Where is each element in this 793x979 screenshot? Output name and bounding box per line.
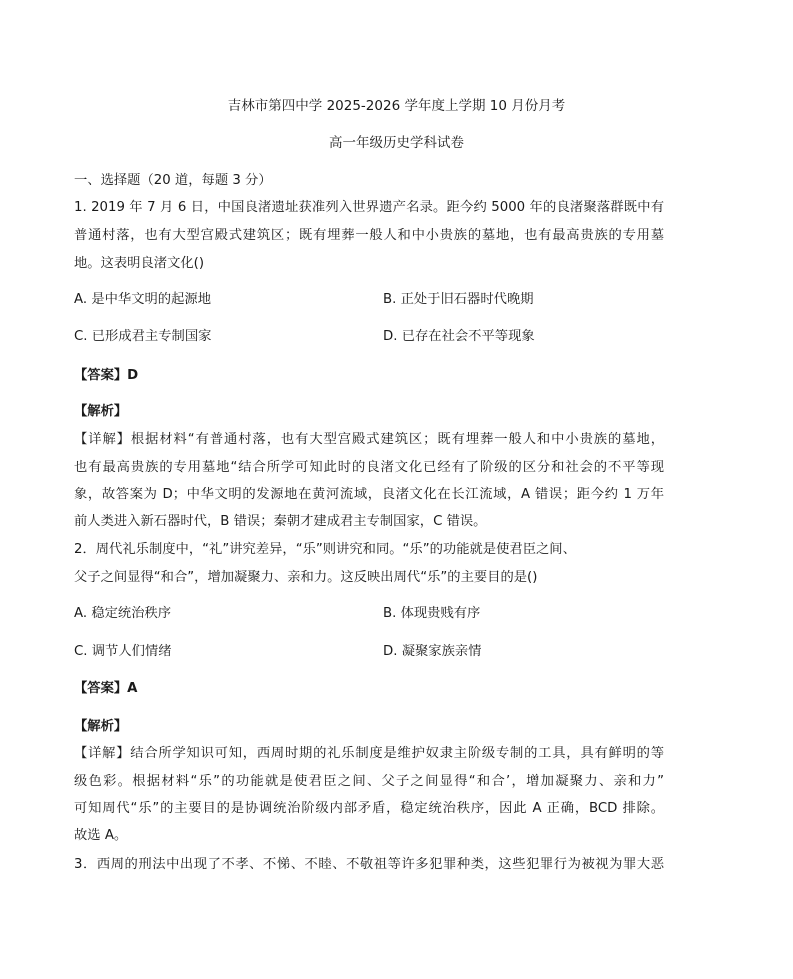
exam-subtitle: 高一年级历史学科试卷 — [329, 135, 464, 151]
q1-option-b: B. 正处于旧石器时代晚期 — [383, 292, 534, 307]
section-heading: 一、选择题（20 道，每题 3 分） — [74, 173, 272, 188]
q1-answer: 【答案】D — [74, 368, 139, 383]
q1-detail-line: 【详解】根据材料“有普通村落，也有大型宫殿式建筑区；既有埋葬一般人和中小贵族的墓地， — [74, 432, 664, 447]
q2-option-b: B. 体现贵贱有序 — [383, 606, 481, 621]
q1-option-a: A. 是中华文明的起源地 — [74, 292, 211, 307]
q3-stem-line: 3．西周的刑法中出现了不孝、不悌、不睦、不敬祖等许多犯罪种类，这些犯罪行为被视为罪大恶 — [74, 857, 664, 872]
q1-stem-line: 普通村落，也有大型宫殿式建筑区；既有埋葬一般人和中小贵族的墓地，也有最高贵族的专用墓 — [74, 228, 664, 243]
q1-stem-line: 1. 2019 年 7 月 6 日，中国良渚遗址获准列入世界遗产名录。距今约 5000 年的良渚聚落群既中有 — [74, 200, 664, 215]
q1-option-d: D. 已存在社会不平等现象 — [383, 329, 535, 344]
q2-option-d: D. 凝聚家族亲情 — [383, 644, 482, 659]
q2-stem-line: 父子之间显得“和合”，增加凝聚力、亲和力。这反映出周代“乐”的主要目的是() — [74, 570, 538, 585]
q2-detail-line: 【详解】结合所学知识可知，西周时期的礼乐制度是维护奴隶主阶级专制的工具，具有鲜明的等 — [74, 746, 664, 761]
q1-detail-line: 象，故答案为 D；中华文明的发源地在黄河流域，良渚文化在长江流域，A 错误；距今约 1 万年 — [74, 487, 664, 502]
q2-option-c: C. 调节人们情绪 — [74, 644, 172, 659]
q1-analysis-label: 【解析】 — [74, 404, 128, 419]
q1-option-c: C. 已形成君主专制国家 — [74, 329, 212, 344]
q1-detail-line: 前人类进入新石器时代，B 错误；秦朝才建成君主专制国家，C 错误。 — [74, 514, 487, 529]
q2-detail-line: 故选 A。 — [74, 828, 128, 843]
q2-detail-line: 可知周代“乐”的主要目的是协调统治阶级内部矛盾，稳定统治秩序，因此 A 正确，BCD 排除。 — [74, 801, 664, 816]
q2-answer: 【答案】A — [74, 681, 138, 696]
q2-stem-line: 2．周代礼乐制度中，“礼”讲究差异，“乐”则讲究和同。“乐”的功能就是使君臣之间、 — [74, 542, 576, 557]
q2-option-a: A. 稳定统治秩序 — [74, 606, 172, 621]
q1-stem-line: 地。这表明良渚文化() — [74, 256, 205, 271]
q2-analysis-label: 【解析】 — [74, 719, 128, 734]
q2-detail-line: 级色彩。根据材料“乐”的功能就是使君臣之间、父子之间显得“和合’，增加凝聚力、亲和力” — [74, 774, 664, 789]
q1-detail-line: 也有最高贵族的专用墓地“结合所学可知此时的良渚文化已经有了阶级的区分和社会的不平等现 — [74, 460, 664, 475]
exam-title: 吉林市第四中学 2025-2026 学年度上学期 10 月份月考 — [227, 98, 566, 114]
